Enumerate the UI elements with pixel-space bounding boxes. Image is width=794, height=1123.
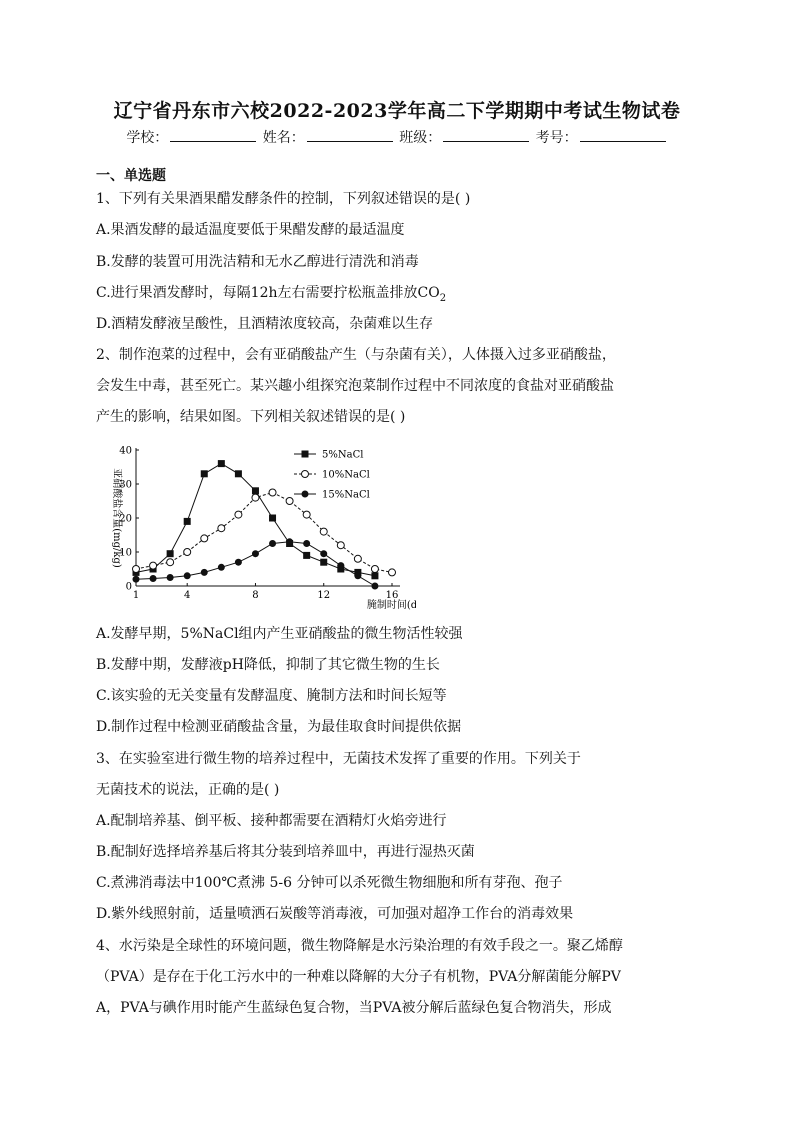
data-point-15pct — [269, 540, 276, 547]
data-point-15pct — [354, 572, 361, 579]
q1-stem: 1、下列有关果酒果醋发酵条件的控制，下列叙述错误的是( ) — [96, 191, 471, 207]
data-point-15pct — [302, 491, 309, 498]
student-info-line — [0, 127, 794, 147]
q4-stem-line1: 4、水污染是全球性的环境问题，微生物降解是水污染治理的有效手段之一。聚乙烯醇 — [96, 938, 623, 954]
data-point-10pct — [371, 566, 378, 573]
q3-option-c: C.煮沸消毒法中100℃煮沸 5-6 分钟可以杀死微生物细胞和所有芽孢、孢子 — [96, 875, 563, 891]
data-point-5pct — [269, 515, 276, 522]
data-point-10pct — [218, 525, 225, 532]
data-point-5pct — [252, 487, 259, 494]
data-point-5pct — [320, 559, 327, 566]
data-point-15pct — [252, 550, 259, 557]
data-point-15pct — [133, 576, 140, 583]
data-point-10pct — [252, 494, 259, 501]
exam-number-label: 考号： — [535, 130, 578, 146]
y-tick-label: 0 — [125, 581, 132, 593]
q4-stem-line2: （PVA）是存在于化工污水中的一种难以降解的大分子有机物，PVA分解菌能分解PV — [96, 969, 621, 985]
q2-stem-line1: 2、制作泡菜的过程中，会有亚硝酸盐产生（与杂菌有关），人体摄入过多亚硝酸盐， — [96, 347, 616, 363]
q2-stem-line3: 产生的影响，结果如图。下列相关叙述错误的是( ) — [96, 409, 406, 425]
y-axis-label: 亚硝酸盐含量(mg/kg) — [111, 468, 122, 568]
data-point-10pct — [184, 549, 191, 556]
q1-option-c-text: C.进行果酒发酵时，每隔12h左右需要拧松瓶盖排放CO — [96, 285, 440, 301]
class-blank[interactable] — [443, 129, 529, 142]
data-point-15pct — [320, 550, 327, 557]
data-point-15pct — [235, 559, 242, 566]
data-point-10pct — [389, 569, 396, 576]
data-point-15pct — [150, 575, 157, 582]
data-point-10pct — [235, 511, 242, 518]
y-tick-label: 20 — [119, 513, 132, 525]
data-point-5pct — [303, 552, 310, 559]
data-point-15pct — [286, 538, 293, 545]
data-point-5pct — [167, 550, 174, 557]
q2-option-d: D.制作过程中检测亚硝酸盐含量，为最佳取食时间提供依据 — [96, 719, 462, 735]
legend-label: 5%NaCl — [322, 449, 364, 461]
data-point-15pct — [371, 583, 378, 590]
exam-title: 辽宁省丹东市六校2022-2023学年高二下学期期中考试生物试卷 — [113, 100, 681, 122]
data-point-5pct — [235, 470, 242, 477]
data-point-5pct — [184, 518, 191, 525]
data-point-15pct — [201, 569, 208, 576]
q1-option-a: A.果酒发酵的最适温度要低于果醋发酵的最适温度 — [96, 222, 405, 238]
q1-option-b: B.发酵的装置可用洗洁精和无水乙醇进行清洗和消毒 — [96, 254, 419, 270]
data-point-15pct — [303, 540, 310, 547]
name-blank[interactable] — [307, 129, 393, 142]
data-point-10pct — [269, 489, 276, 496]
x-tick-label: 12 — [317, 590, 331, 601]
school-blank[interactable] — [170, 129, 256, 142]
data-point-10pct — [303, 511, 310, 518]
x-tick-label: 4 — [184, 590, 191, 601]
nitrite-chart — [96, 436, 416, 616]
q3-stem-line1: 3、在实验室进行微生物的培养过程中，无菌技术发挥了重要的作用。下列关于 — [96, 751, 581, 767]
q3-stem-line2: 无菌技术的说法，正确的是( ) — [96, 782, 280, 798]
data-point-10pct — [320, 528, 327, 535]
q2-option-b: B.发酵中期，发酵液pH降低，抑制了其它微生物的生长 — [96, 657, 440, 673]
q4-stem-line3: A，PVA与碘作用时能产生蓝绿色复合物，当PVA被分解后蓝绿色复合物消失，形成 — [96, 1000, 612, 1016]
q3-option-b: B.配制好选择培养基后将其分装到培养皿中，再进行湿热灭菌 — [96, 844, 475, 860]
co2-subscript: 2 — [439, 292, 447, 304]
q1-option-d: D.酒精发酵液呈酸性，且酒精浓度较高，杂菌难以生存 — [96, 316, 434, 332]
y-tick-label: 10 — [119, 547, 132, 559]
q2-option-a: A.发酵早期，5%NaCl组内产生亚硝酸盐的微生物活性较强 — [96, 626, 463, 642]
data-point-15pct — [337, 562, 344, 569]
y-tick-label: 30 — [119, 479, 132, 491]
q1-option-c — [96, 283, 446, 309]
data-point-15pct — [167, 574, 174, 581]
data-point-15pct — [218, 564, 225, 571]
q2-stem-line2: 会发生中毒，甚至死亡。某兴趣小组探究泡菜制作过程中不同浓度的食盐对亚硝酸盐 — [96, 378, 614, 394]
data-point-10pct — [167, 559, 174, 566]
exam-number-blank[interactable] — [580, 129, 666, 142]
data-point-10pct — [286, 498, 293, 505]
x-tick-label: 8 — [252, 590, 259, 601]
data-point-5pct — [218, 460, 225, 467]
data-point-10pct — [302, 471, 309, 478]
q3-option-d: D.紫外线照射前，适量喷洒石炭酸等消毒液，可加强对超净工作台的消毒效果 — [96, 906, 574, 922]
x-axis-label: 腌制时间(d) — [366, 600, 416, 611]
data-point-10pct — [354, 555, 361, 562]
data-point-5pct — [201, 470, 208, 477]
x-tick-label: 16 — [385, 590, 399, 601]
school-label: 学校： — [126, 130, 169, 146]
data-point-10pct — [337, 542, 344, 549]
section-title: 一、单选题 — [96, 168, 166, 184]
data-point-10pct — [133, 566, 140, 573]
data-point-10pct — [201, 535, 208, 542]
q3-option-a: A.配制培养基、倒平板、接种都需要在酒精灯火焰旁进行 — [96, 813, 447, 829]
data-point-5pct — [302, 451, 309, 458]
data-point-10pct — [150, 562, 157, 569]
legend-label: 10%NaCl — [322, 469, 370, 481]
x-tick-label: 1 — [132, 590, 140, 601]
data-point-5pct — [371, 572, 378, 579]
data-point-15pct — [184, 572, 191, 579]
legend-label: 15%NaCl — [322, 489, 370, 501]
y-tick-label: 40 — [119, 445, 132, 457]
name-label: 姓名： — [262, 130, 305, 146]
q2-option-c: C.该实验的无关变量有发酵温度、腌制方法和时间长短等 — [96, 688, 447, 704]
nitrite-chart-svg — [96, 436, 416, 616]
class-label: 班级： — [399, 130, 442, 146]
